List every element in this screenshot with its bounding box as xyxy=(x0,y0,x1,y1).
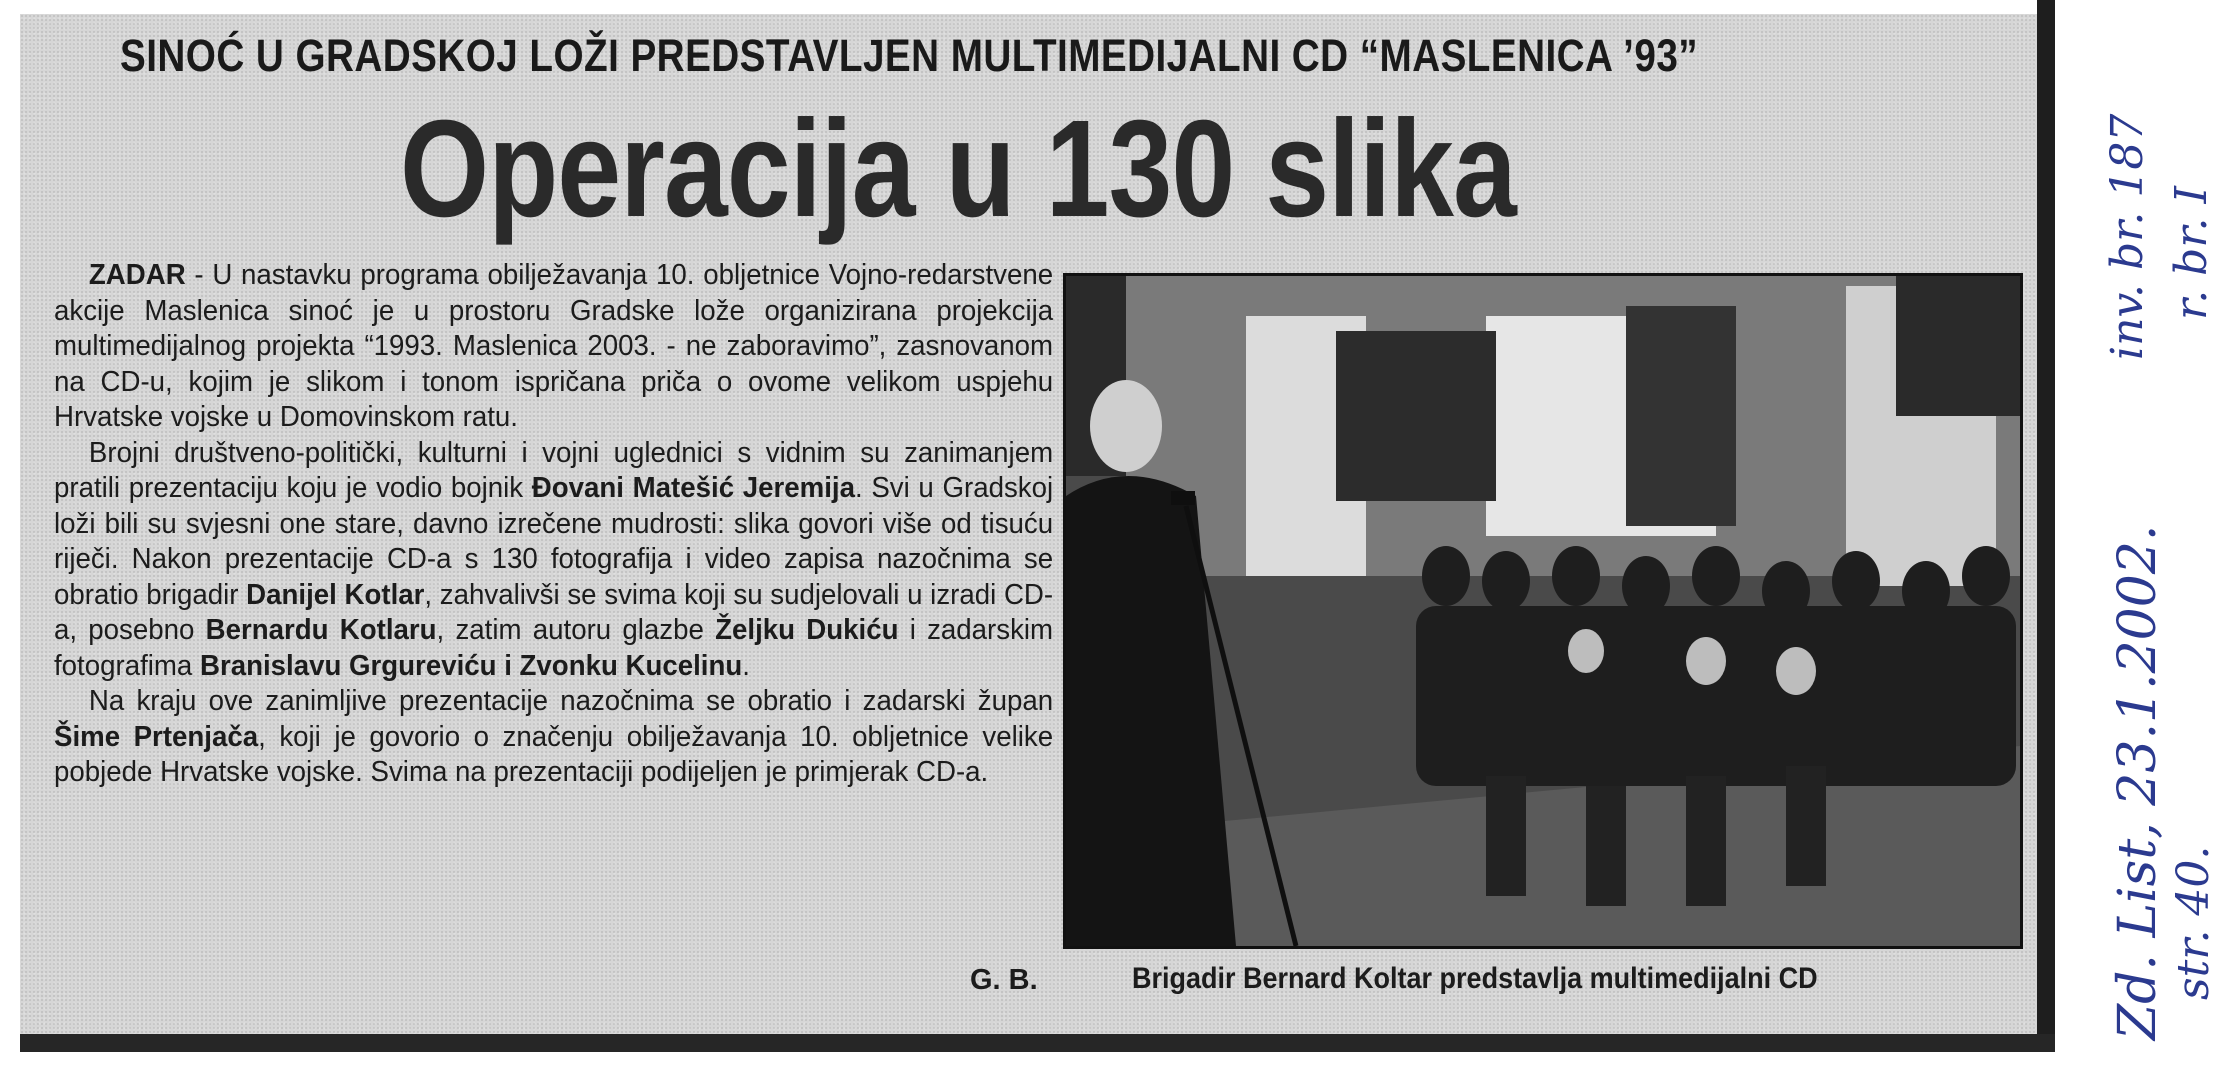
bold-name-run: Branislavu Grgureviću i Zvonku Kucelinu xyxy=(199,649,743,682)
photo-illustration xyxy=(1066,276,2020,946)
handwritten-source-date: Zd. List, 23.1.2002. xyxy=(2108,524,2168,1040)
handwritten-page: str. 40. xyxy=(2168,845,2219,1000)
text-run: Na kraju ove zanimljive prezentacije nazočnima se obratio i zadarski župan xyxy=(88,685,1054,717)
clipping-right-border xyxy=(2037,0,2055,1050)
clipping-bottom-border xyxy=(20,1034,2055,1052)
article-paragraph xyxy=(54,258,1053,436)
bold-name-run: Danijel Kotlar xyxy=(246,578,425,611)
article-byline: G. B. xyxy=(970,964,1038,996)
handwritten-inventory-number: inv. br. 187 xyxy=(2102,113,2153,360)
article-kicker: SINOĆ U GRADSKOJ LOŽI PREDSTAVLJEN MULTIMEDIJALNI CD “MASLENICA ’93” xyxy=(120,30,1699,81)
article-body xyxy=(54,258,1053,791)
bold-name-run: Đovani Matešić Jeremija xyxy=(531,472,855,504)
bold-name-run: Željku Dukiću xyxy=(715,614,899,646)
text-run: , zatim autoru glazbe xyxy=(436,614,716,646)
bold-name-run: Šime Prtenjača xyxy=(54,720,259,753)
text-run: Brojni društveno-politički, kulturni i vojni uglednici s vidnim su zanimanjem pratili prezentaciju koju je vodio bojnik xyxy=(54,436,1054,504)
text-run: . xyxy=(742,649,750,682)
photo-caption: Brigadir Bernard Koltar predstavlja multimedijalni CD xyxy=(1132,962,1818,995)
bold-name-run: Bernardu Kotlaru xyxy=(205,614,437,646)
text-run: - U nastavku programa obilježavanja 10. obljetnice Vojno-redarstvene akcije Maslenica sinoć je u prostoru Gradske lože organizirana projekcija multimedijalnog projekta “1993. Maslenica 2003. - ne zaboravimo”, zasnovanom na CD-u, kojim je slikom i tonom ispričana priča o ovome velikom uspjehu Hrvatske vojske u Domovinskom ratu. xyxy=(54,259,1054,433)
article-photo xyxy=(1063,273,2023,949)
bold-name-run: ZADAR xyxy=(88,259,186,291)
text-run: . Svi u Gradskoj loži bili su svjesni one stare, davno izrečene mudrosti: slika govori više od tisuću riječi. Nakon prezentacije CD-a s 130 fotografija i video zapisa nazočnima se obratio brigadir xyxy=(54,472,1054,611)
text-run: , zahvalivši se svima koji su sudjelovali u izradi CD-a, posebno xyxy=(54,578,1054,646)
article-paragraph xyxy=(54,684,1053,791)
handwritten-record-number: r. br. I xyxy=(2166,186,2217,320)
text-run: , koji je govorio o značenju obilježavanja 10. obljetnice velike pobjede Hrvatske vojske. Svima na prezentaciji podijeljen je primjerak CD-a. xyxy=(54,720,1054,788)
article-headline: Operacija u 130 slika xyxy=(400,92,1516,246)
article-paragraph xyxy=(54,436,1053,685)
text-run: i zadarskim fotografima xyxy=(54,614,1054,682)
